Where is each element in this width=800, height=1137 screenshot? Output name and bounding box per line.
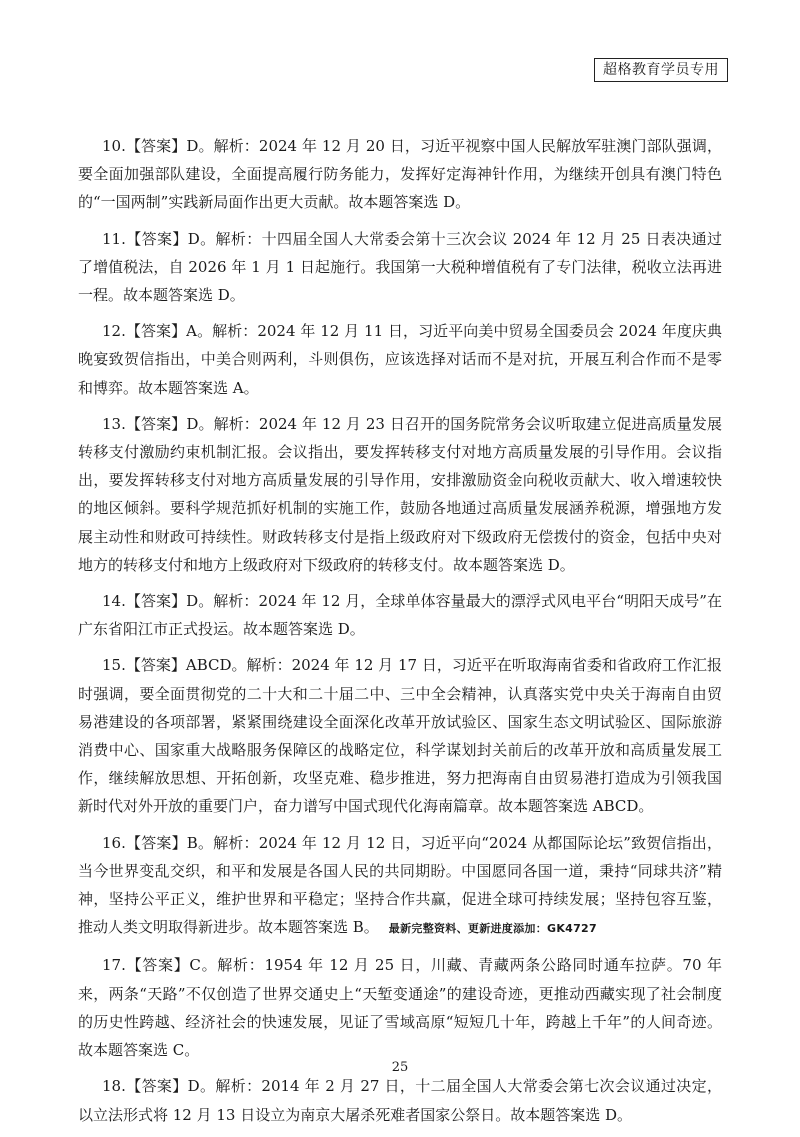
- answer-13: 13.【答案】D。解析：2024 年 12 月 23 日召开的国务院常务会议听取建立促进高质量发展转移支付激励约束机制汇报。会议指出，要发挥转移支付对地方高质量发展的引导作用。会议指出，要发挥转移支付对地方高质量发展的引导作用，安排激励资金向税收贡献大、收入增速较快的地区倾斜。要科学规范抓好机制的实施工作，鼓励各地通过高质量发展涵养税源，增强地方发展主动性和财政可持续性。财政转移支付是指上级政府对下级政府无偿拨付的资金，包括中央对地方的转移支付和地方上级政府对下级政府的转移支付。故本题答案选 D。: [78, 414, 722, 574]
- answer-12: 12.【答案】A。解析：2024 年 12 月 11 日，习近平向美中贸易全国委员会 2024 年度庆典晚宴致贺信指出，中美合则两利，斗则俱伤，应该选择对话而不是对抗，开展互利合作而不是零和博弈。故本题答案选 A。: [78, 322, 722, 397]
- answer-11: 11.【答案】D。解析：十四届全国人大常委会第十三次会议 2024 年 12 月 25 日表决通过了增值税法，自 2026 年 1 月 1 日起施行。我国第一大税种增值税有了专门法律，税收立法再进一程。故本题答案选 D。: [78, 229, 722, 305]
- answer-16-text: 16.【答案】B。解析：2024 年 12 月 12 日，习近平向“2024 从都国际论坛”致贺信指出，当今世界变乱交织，和平和发展是各国人民的共同期盼。中国愿同各国一道，秉持“同球共济”精神，坚持公平正义，维护世界和平稳定；坚持合作共赢，促进全球可持续发展；坚持包容互鉴，推动人类文明取得新进步。故本题答案选 B。: [78, 833, 722, 937]
- answer-10: 10.【答案】D。解析：2024 年 12 月 20 日，习近平视察中国人民解放军驻澳门部队强调，要全面加强部队建设，全面提高履行防务能力，发挥好定海神针作用，为继续开创具有澳门特色的“一国两制”实践新局面作出更大贡献。故本题答案选 D。: [78, 137, 722, 212]
- page-number: 25: [391, 1060, 409, 1075]
- answer-14: 14.【答案】D。解析：2024 年 12 月，全球单体容量最大的漂浮式风电平台“明阳天成号”在广东省阳江市正式投运。故本题答案选 D。: [78, 592, 722, 639]
- answer-17: 17.【答案】C。解析：1954 年 12 月 25 日，川藏、青藏两条公路同时通车拉萨。70 年来，两条“天路”不仅创造了世界交通史上“天堑变通途”的建设奇迹，更推动西藏实现了社会制度的历史性跨越、经济社会的快速发展，见证了雪域高原“短短几十年，跨越上千年”的人间奇迹。故本题答案选 C。: [78, 956, 722, 1060]
- answer-list: [78, 132, 722, 1137]
- answer-16: [78, 829, 722, 944]
- promo-note: 最新完整资料、更新进度添加：GK4727: [388, 922, 597, 936]
- answer-15: 15.【答案】ABCD。解析：2024 年 12 月 17 日，习近平在听取海南省委和省政府工作汇报时强调，要全面贯彻党的二十大和二十届二中、三中全会精神，认真落实党中央关于海南自由贸易港建设的各项部署，紧紧围绕建设全面深化改革开放试验区、国家生态文明试验区、国际旅游消费中心、国家重大战略服务保障区的战略定位，科学谋划封关前后的改革开放和高质量发展工作，继续解放思想、开拓创新，攻坚克难、稳步推进，努力把海南自由贸易港打造成为引领我国新时代对外开放的重要门户，奋力谱写中国式现代化海南篇章。故本题答案选 ABCD。: [78, 656, 722, 816]
- answer-18: 18.【答案】D。解析：2014 年 2 月 27 日，十二届全国人大常委会第七次会议通过决定，以立法形式将 12 月 13 日设立为南京大屠杀死难者国家公祭日。故本题答案选 D。: [78, 1077, 722, 1124]
- header-label: 超格教育学员专用: [594, 58, 728, 82]
